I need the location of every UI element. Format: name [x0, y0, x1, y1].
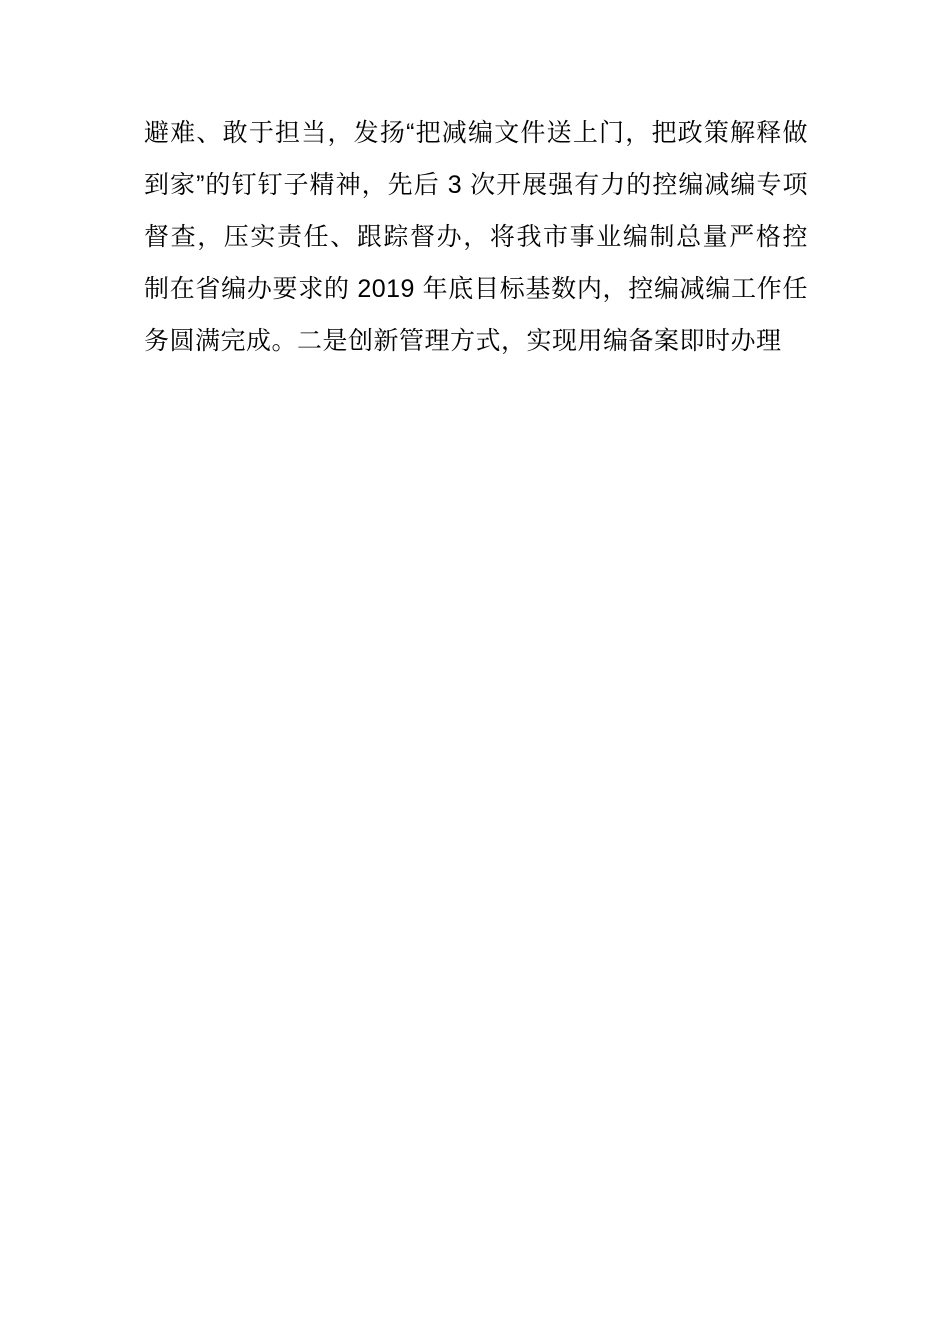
text-line-1: 避难、敢于担当，发扬“把减编文件送上门，把政策解释做 — [144, 119, 808, 147]
text-line-2: 到家”的钉钉子精神，先后 3 次开展强有力的控编减编专项 — [144, 171, 808, 199]
text-line-4: 制在省编办要求的 2019 年底目标基数内，控编减编工作任 — [144, 275, 808, 303]
text-line-5: 务圆满完成。二是创新管理方式，实现用编备案即时办理 — [144, 327, 782, 355]
paragraph — [144, 107, 808, 367]
text-line-3: 督查，压实责任、跟踪督办，将我市事业编制总量严格控 — [144, 223, 808, 251]
